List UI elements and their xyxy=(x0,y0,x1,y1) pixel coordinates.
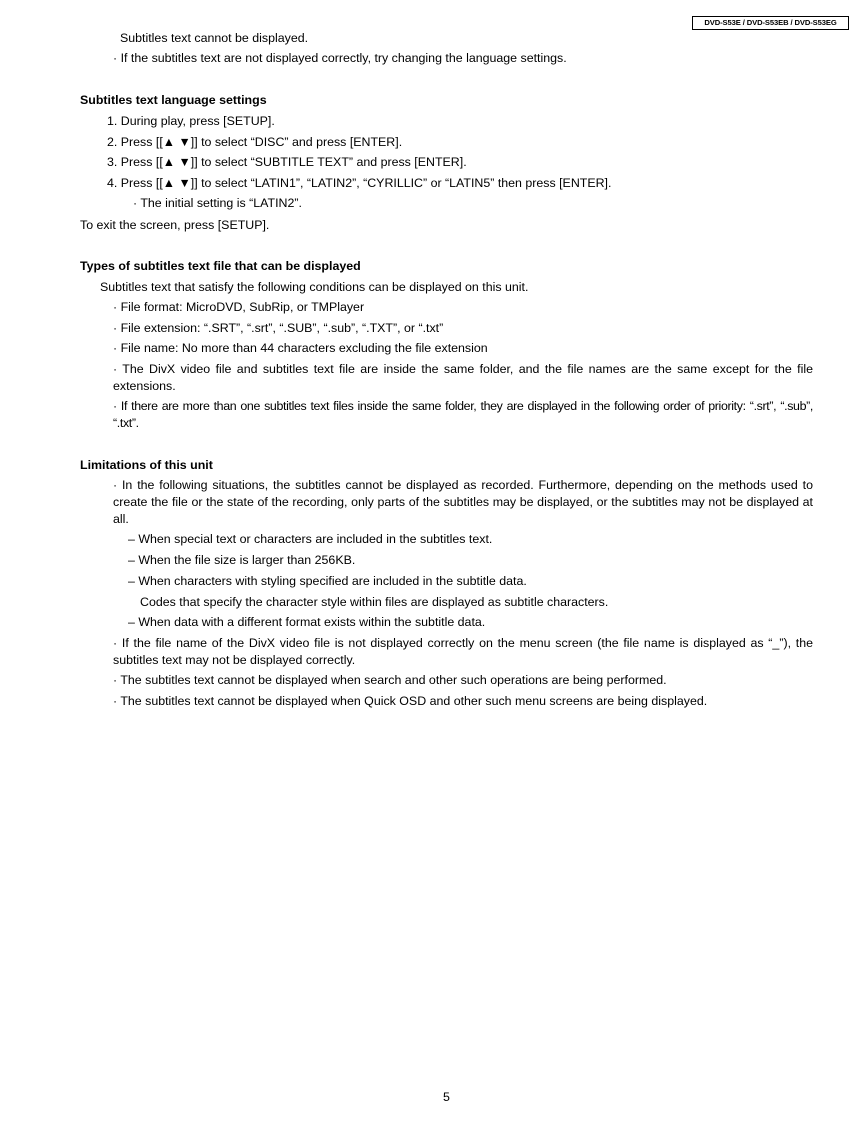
intro-line: Subtitles text cannot be displayed. xyxy=(120,31,309,45)
search-operations-bullet: · The subtitles text cannot be displayed when search and other such operations are being performed. xyxy=(113,673,667,687)
priority-bullet: · If there are more than one subtitles text files inside the same folder, they are displayed in the following order of priority: “.srt”, “.sub”, “.txt”. xyxy=(113,399,813,430)
intro-bullet: · If the subtitles text are not displayed correctly, try changing the language settings. xyxy=(113,51,567,65)
section-heading-file-types: Types of subtitles text file that can be displayed xyxy=(80,259,361,273)
limitation-format: – When data with a different format exists within the subtitle data. xyxy=(128,615,486,629)
limitation-special-text: – When special text or characters are included in the subtitles text. xyxy=(128,532,493,546)
file-format-bullet: · File format: MicroDVD, SubRip, or TMPlayer xyxy=(113,300,365,314)
step-4: 4. Press [[▲ ▼]] to select “LATIN1”, “LATIN2”, “CYRILLIC” or “LATIN5” then press [ENTER]. xyxy=(107,176,612,190)
limitation-styling: – When characters with styling specified are included in the subtitle data. xyxy=(128,574,527,588)
file-name-bullet: · File name: No more than 44 characters excluding the file extension xyxy=(113,341,488,355)
same-folder-bullet: · The DivX video file and subtitles text file are inside the same folder, and the file names are the same except for the file extensions. xyxy=(113,362,813,393)
exit-instruction: To exit the screen, press [SETUP]. xyxy=(80,218,270,232)
step-2: 2. Press [[▲ ▼]] to select “DISC” and press [ENTER]. xyxy=(107,135,403,149)
divx-filename-bullet: · If the file name of the DivX video file is not displayed correctly on the menu screen (the file name is displayed as “_”), the subtitles text may not be displayed correctly. xyxy=(113,636,813,667)
step-3: 3. Press [[▲ ▼]] to select “SUBTITLE TEXT” and press [ENTER]. xyxy=(107,155,467,169)
file-types-intro: Subtitles text that satisfy the following conditions can be displayed on this unit. xyxy=(100,280,529,294)
file-extension-bullet: · File extension: “.SRT”, “.srt”, “.SUB”, “.sub”, “.TXT”, or “.txt” xyxy=(113,321,444,335)
step-1: 1. During play, press [SETUP]. xyxy=(107,114,275,128)
limitation-file-size: – When the file size is larger than 256KB. xyxy=(128,553,356,567)
section-heading-limitations: Limitations of this unit xyxy=(80,458,213,472)
limitations-intro-bullet: · In the following situations, the subtitles cannot be displayed as recorded. Furthermore, depending on the methods used to create the file or the state of the recording, only parts of the subtitles may be displayed, or the subtitles may not be displayed at all. xyxy=(113,478,813,526)
page-number: 5 xyxy=(443,1090,450,1104)
model-number-header: DVD-S53E / DVD-S53EB / DVD-S53EG xyxy=(692,16,849,30)
codes-note: Codes that specify the character style within files are displayed as subtitle characters. xyxy=(140,595,609,609)
quick-osd-bullet: · The subtitles text cannot be displayed when Quick OSD and other such menu screens are being displayed. xyxy=(113,694,708,708)
section-heading-language: Subtitles text language settings xyxy=(80,93,267,107)
initial-setting-note: · The initial setting is “LATIN2”. xyxy=(133,196,302,210)
